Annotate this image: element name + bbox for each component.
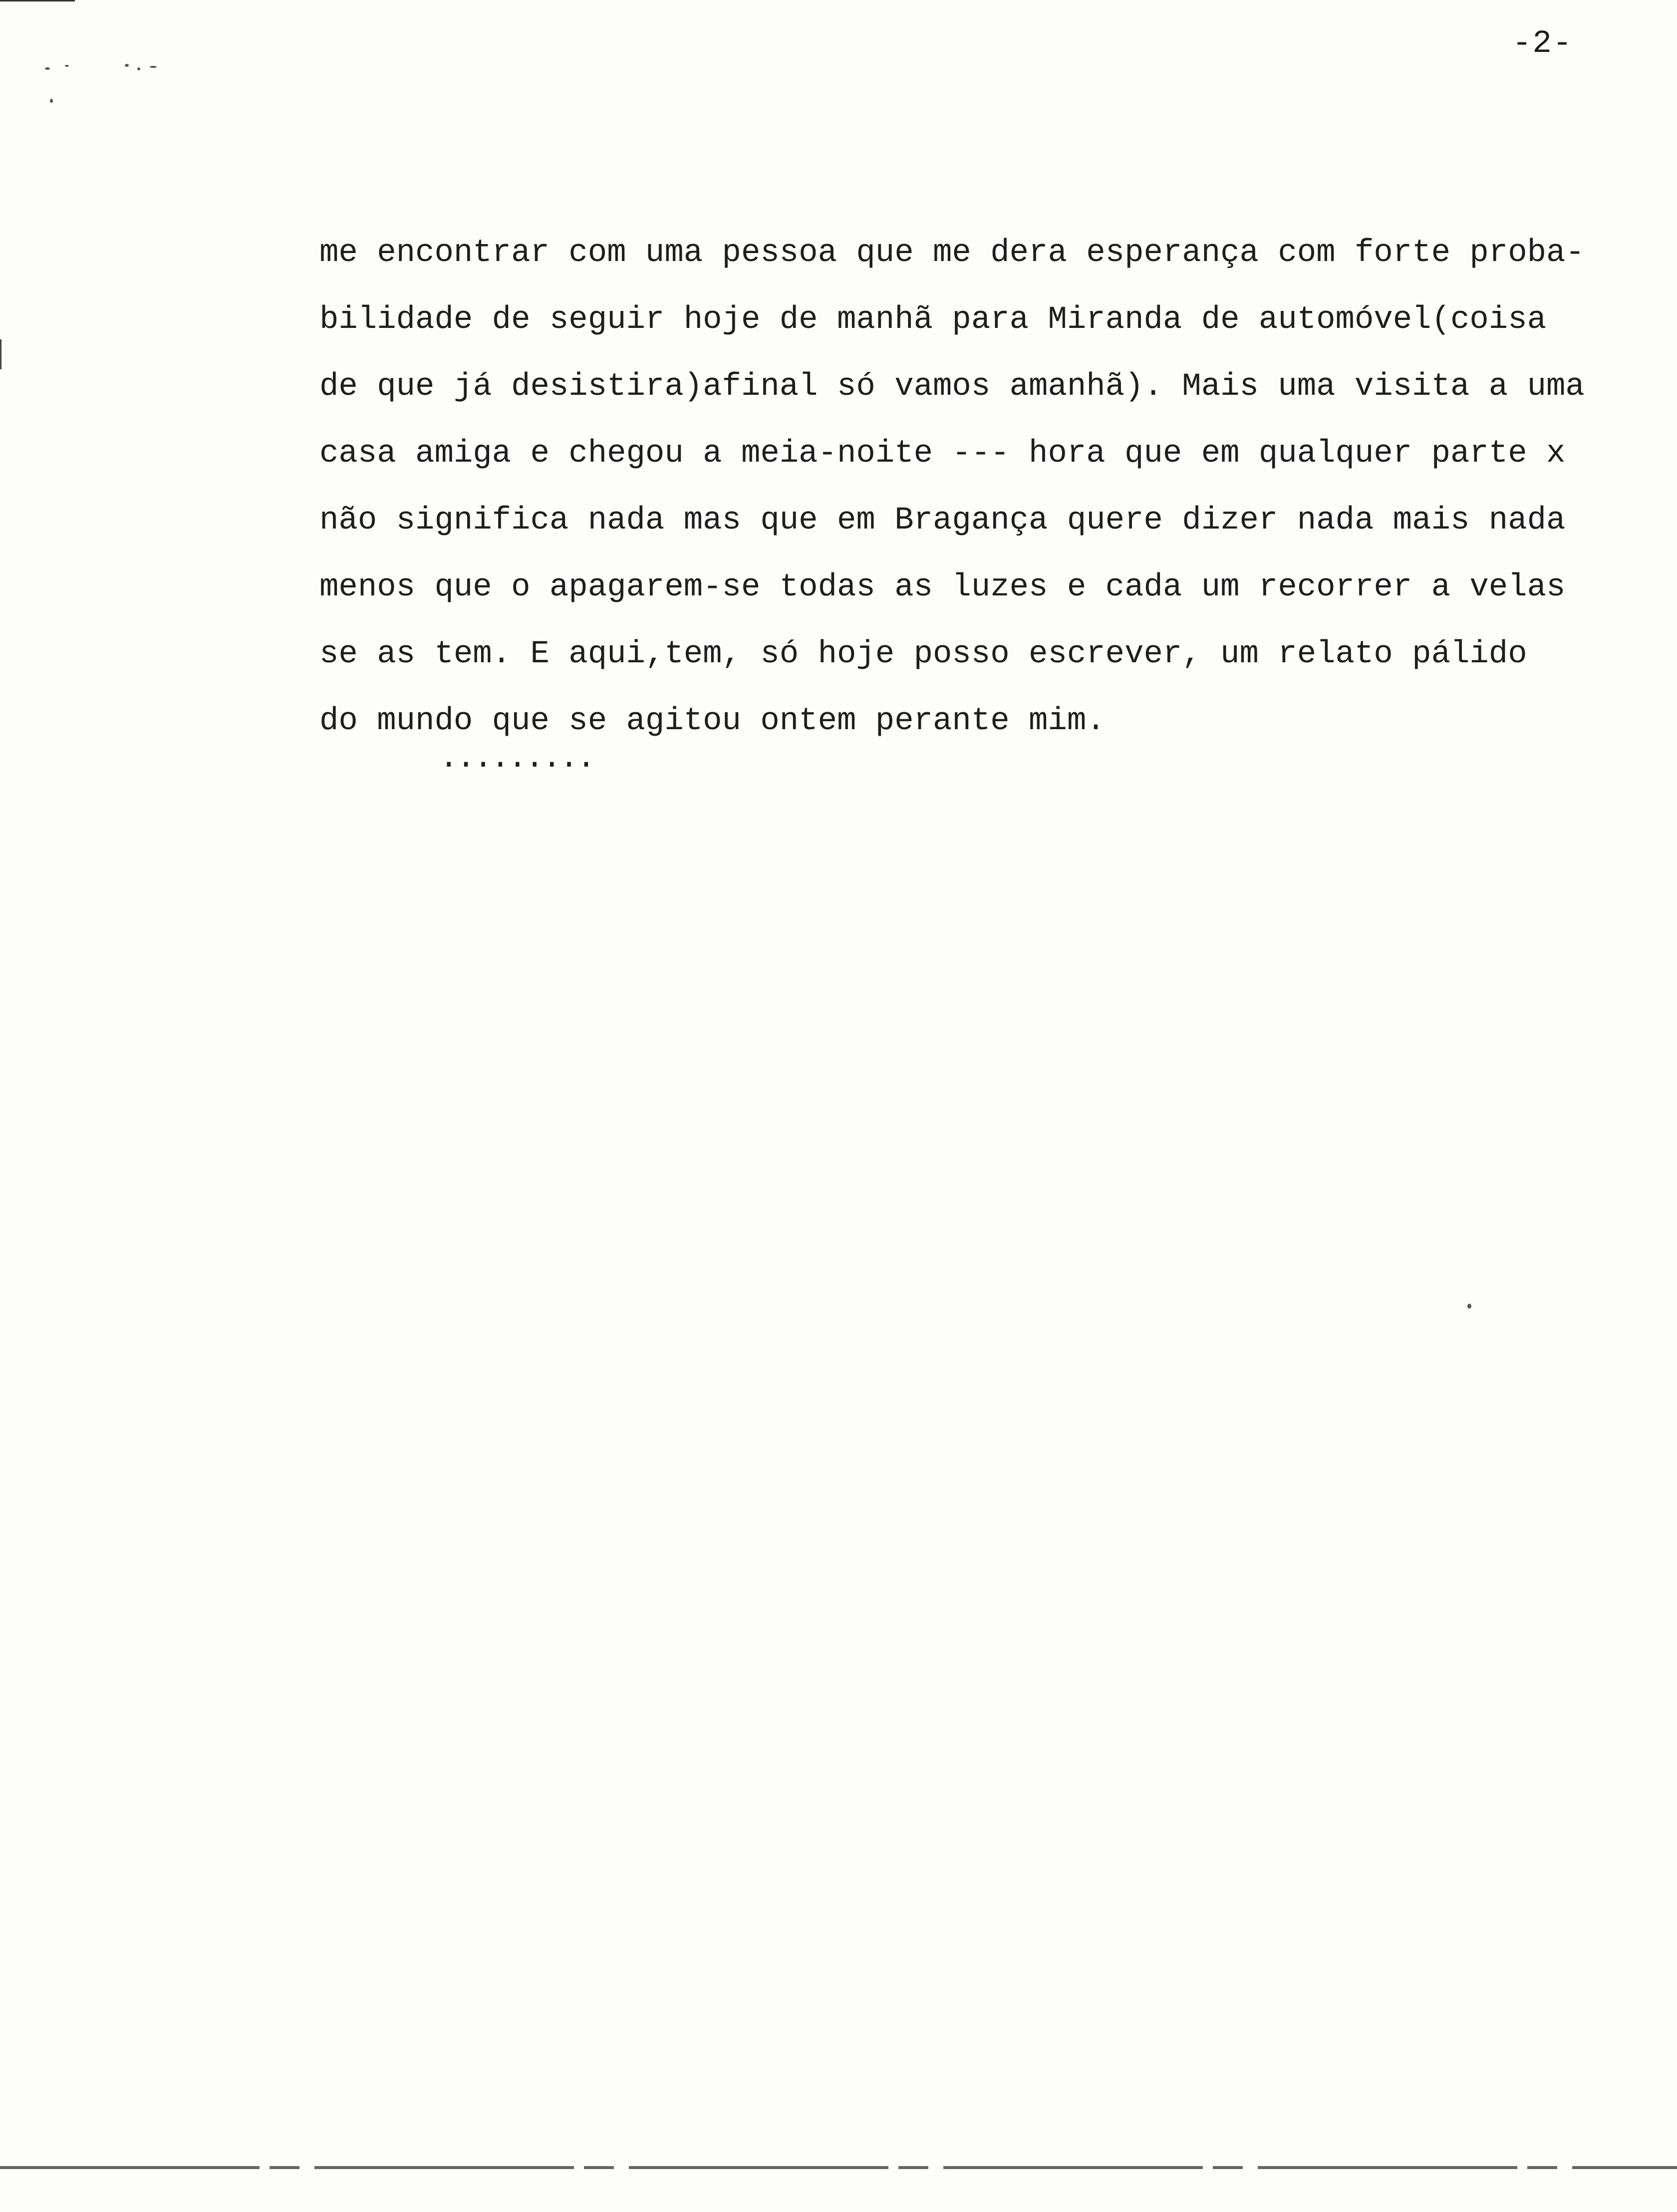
text-line: do mundo que se agitou ontem perante mim. (319, 703, 1106, 739)
ellipsis-dots: ......... (439, 741, 594, 777)
text-line: casa amiga e chegou a meia-noite --- hora que em qualquer parte x (319, 436, 1566, 472)
text-line: de que já desistira)afinal só vamos amanhã). Mais uma visita a uma (319, 369, 1585, 405)
top-edge-mark (0, 0, 75, 1)
text-line: menos que o apagarem-se todas as luzes e cada um recorrer a velas (319, 569, 1566, 605)
left-edge-mark (0, 339, 1, 369)
bottom-edge-rule (0, 2166, 1677, 2169)
text-line: bilidade de seguir hoje de manhã para Miranda de automóvel(coisa (319, 302, 1546, 338)
typed-paragraph (319, 220, 1627, 755)
page-number: -2- (1512, 26, 1573, 62)
text-line: não significa nada mas que em Bragança quere dizer nada mais nada (319, 503, 1566, 539)
text-line: me encontrar com uma pessoa que me dera esperança com forte proba- (319, 235, 1585, 271)
text-line: se as tem. E aqui,tem, só hoje posso escrever, um relato pálido (319, 636, 1527, 672)
